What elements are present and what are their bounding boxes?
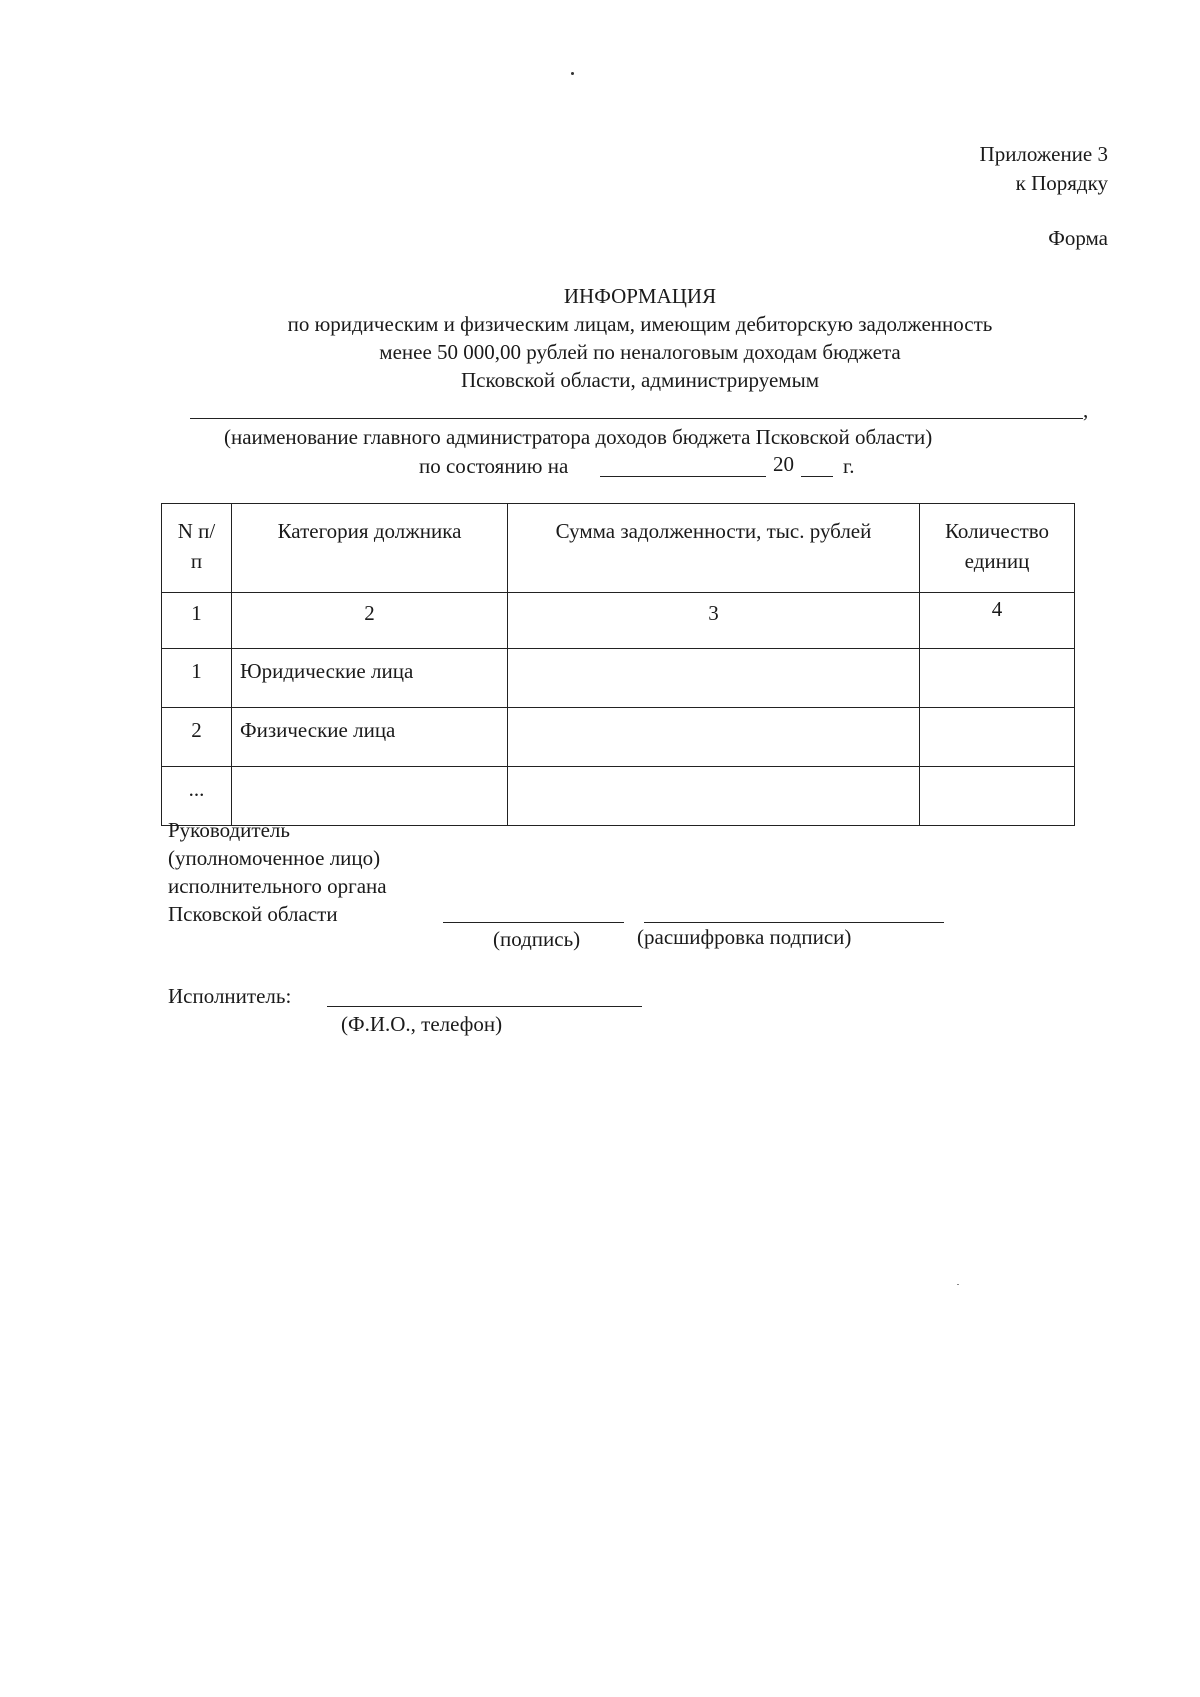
scan-speck — [957, 1284, 959, 1285]
row-number: 1 — [162, 649, 232, 708]
header-count — [920, 504, 1075, 593]
title-line-3: Псковской области, администрируемым — [460, 368, 819, 392]
column-number-4: 4 — [920, 593, 1075, 649]
signatory-role-line-2: (уполномоченное лицо) — [168, 846, 381, 870]
column-number-2: 2 — [232, 593, 508, 649]
table-row — [162, 708, 1075, 767]
signatory-role-line-4: Псковской области — [168, 902, 338, 926]
table-header-row — [162, 504, 1075, 593]
administrator-name-field[interactable] — [190, 418, 1083, 419]
header-count-text: Количество единиц — [944, 519, 1050, 573]
date-prefix: по состоянию на — [419, 454, 569, 478]
header-category-text: Категория должника — [277, 519, 462, 543]
title-line-1: по юридическим и физическим лицам, имеющим дебиторскую задолженность — [287, 312, 993, 336]
date-suffix: г. — [843, 454, 855, 478]
row-amount-cell[interactable] — [508, 708, 920, 767]
row-amount-cell[interactable] — [508, 649, 920, 708]
column-number-1: 1 — [162, 593, 232, 649]
row-category: Юридические лица — [232, 649, 508, 708]
row-number: 2 — [162, 708, 232, 767]
executor-label: Исполнитель: — [168, 984, 292, 1008]
table-row — [162, 767, 1075, 826]
signature-decoding-field[interactable] — [644, 922, 944, 923]
header-number-text: N п/п — [177, 519, 216, 573]
row-category[interactable] — [232, 767, 508, 826]
header-amount — [508, 504, 920, 593]
date-day-month-field[interactable] — [600, 476, 766, 477]
executor-field[interactable] — [327, 1006, 642, 1007]
administrator-caption: (наименование главного администратора доходов бюджета Псковской области) — [224, 425, 933, 449]
row-count-cell[interactable] — [920, 708, 1075, 767]
document-title: ИНФОРМАЦИЯ — [563, 284, 717, 308]
signature-caption: (подпись) — [493, 927, 581, 951]
column-number-row — [162, 593, 1075, 649]
signatory-role-line-1: Руководитель — [168, 818, 290, 842]
header-category — [232, 504, 508, 593]
administrator-comma: , — [1083, 398, 1089, 422]
executor-caption: (Ф.И.О., телефон) — [341, 1012, 503, 1036]
stray-dot — [571, 72, 574, 75]
table-row — [162, 649, 1075, 708]
form-label: Форма — [1048, 226, 1108, 250]
row-count-cell[interactable] — [920, 767, 1075, 826]
title-line-2: менее 50 000,00 рублей по неналоговым доходам бюджета — [379, 340, 901, 364]
row-count-cell[interactable] — [920, 649, 1075, 708]
signatory-role-line-3: исполнительного органа — [168, 874, 387, 898]
column-number-3: 3 — [508, 593, 920, 649]
row-amount-cell[interactable] — [508, 767, 920, 826]
row-number: ... — [162, 767, 232, 826]
signature-decoding-caption: (расшифровка подписи) — [637, 925, 852, 949]
debt-table — [161, 503, 1075, 826]
appendix-number: Приложение 3 — [979, 142, 1108, 166]
row-category: Физические лица — [232, 708, 508, 767]
signature-field[interactable] — [443, 922, 624, 923]
date-year-field[interactable] — [801, 476, 833, 477]
date-year-prefix: 20 — [773, 452, 794, 476]
header-amount-text: Сумма задолженности, тыс. рублей — [555, 519, 872, 543]
appendix-reference: к Порядку — [1015, 171, 1108, 195]
header-number — [162, 504, 232, 593]
